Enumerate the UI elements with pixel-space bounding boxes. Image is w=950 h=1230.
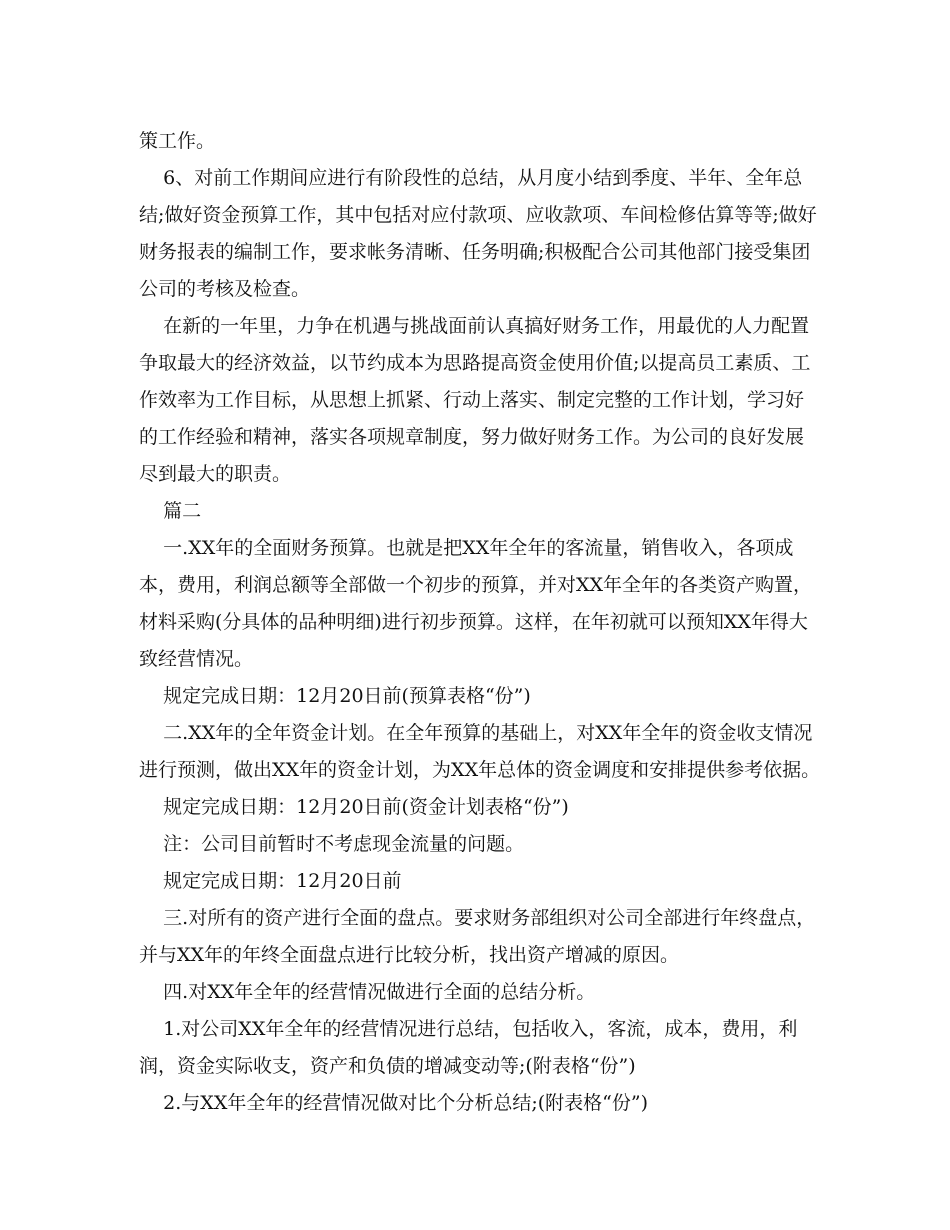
deadline-note-2: 规定完成日期：12月20日前(资金计划表格“份”) <box>139 796 569 818</box>
section-heading: 篇二 <box>139 500 202 522</box>
paragraph-13: 2.与XX年全年的经营情况做对比个分析总结;(附表格“份”) <box>139 1092 649 1114</box>
paragraph-1: 6、对前工作期间应进行有阶段性的总结，从月度小结到季度、半年、全年总结;做好资金预算工作，其中包括对应付款项、应收款项、车间检修估算等等;做好财务报表的编制工作，要求帐务清晰、任务明确;积极配合公司其他部门接受集团公司的考核及检查。 <box>139 167 817 300</box>
document-body <box>139 123 821 1122</box>
paragraph-6: 二.XX年的全年资金计划。在全年预算的基础上，对XX年全年的资金收支情况进行预测，做出XX年的资金计划，为XX年总体的资金调度和安排提供参考依据。 <box>139 722 821 781</box>
paragraph-11: 四.对XX年全年的经营情况做进行全面的总结分析。 <box>139 981 596 1003</box>
paragraph-10: 三.对所有的资产进行全面的盘点。要求财务部组织对公司全部进行年终盘点，并与XX年的年终全面盘点进行比较分析，找出资产增减的原因。 <box>139 907 816 966</box>
deadline-note-3: 规定完成日期：12月20日前 <box>139 870 402 892</box>
paragraph-12: 1.对公司XX年全年的经营情况进行总结，包括收入，客流，成本，费用，利润，资金实际收支，资产和负债的增减变动等;(附表格“份”) <box>139 1018 798 1077</box>
paragraph-0: 策工作。 <box>139 130 216 152</box>
paragraph-4: 一.XX年的全面财务预算。也就是把XX年全年的客流量，销售收入，各项成本，费用，利润总额等全部做一个初步的预算，并对XX年全年的各类资产购置，材料采购(分具体的品种明细)进行初步预算。这样，在年初就可以预知XX年得大致经营情况。 <box>139 537 813 670</box>
paragraph-2: 在新的一年里，力争在机遇与挑战面前认真搞好财务工作，用最优的人力配置争取最大的经济效益，以节约成本为思路提高资金使用价值;以提高员工素质、工作效率为工作目标，从思想上抓紧、行动上落实、制定完整的工作计划，学习好的工作经验和精神，落实各项规章制度，努力做好财务工作。为公司的良好发展尽到最大的职责。 <box>139 315 811 485</box>
remark-note: 注：公司目前暂时不考虑现金流量的问题。 <box>139 833 525 855</box>
deadline-note-1: 规定完成日期：12月20日前(预算表格“份”) <box>139 685 531 707</box>
